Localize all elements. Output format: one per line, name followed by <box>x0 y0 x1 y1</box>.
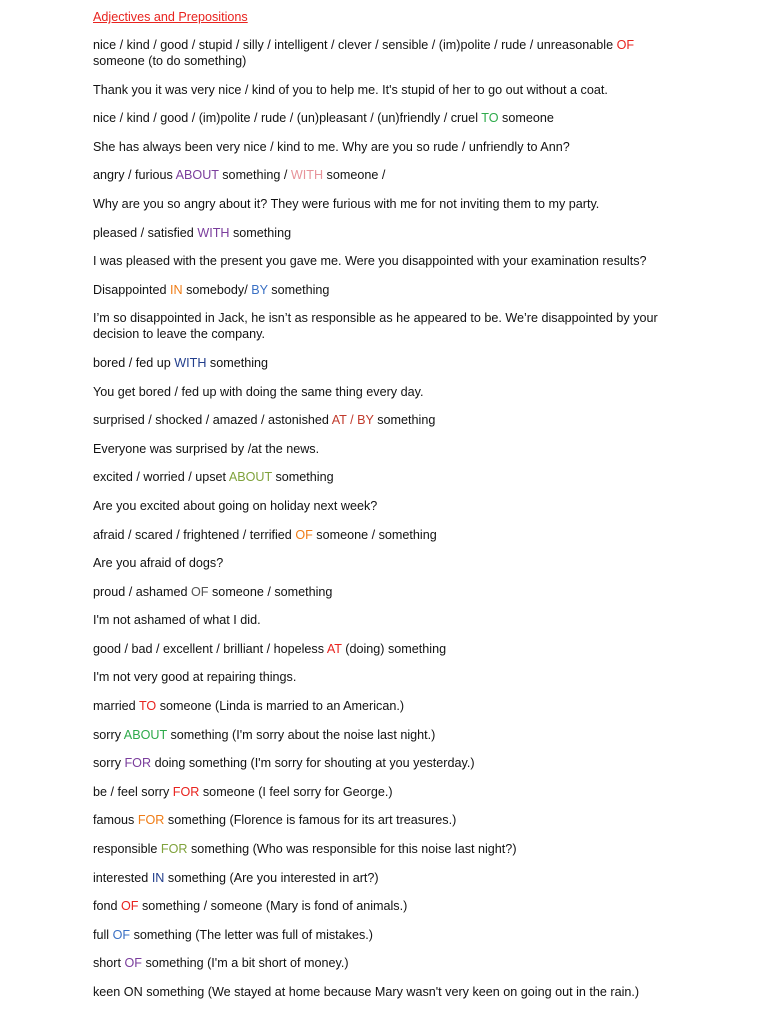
preposition-keyword: ABOUT <box>123 727 167 742</box>
paragraph-angry-example <box>93 196 683 212</box>
paragraph-text: somebody/ <box>182 282 252 297</box>
paragraph-good-at-example <box>93 669 683 685</box>
paragraph-text: pleased / satisfied <box>93 225 198 240</box>
paragraph-nice-of-example <box>93 82 683 98</box>
paragraph-text: sorry <box>93 727 124 742</box>
preposition-keyword: ABOUT <box>175 168 219 183</box>
paragraph-text: someone / <box>323 168 386 183</box>
preposition-keyword: OF <box>124 956 142 971</box>
preposition-keyword: FOR <box>160 842 188 857</box>
paragraph-full-of <box>93 927 683 943</box>
paragraph-afraid-list <box>93 527 683 543</box>
paragraph-bored-list <box>93 355 683 371</box>
paragraph-good-at-list <box>93 641 683 657</box>
paragraph-excited-example <box>93 498 683 514</box>
paragraph-text: Disappointed <box>93 282 171 297</box>
paragraph-responsible-for <box>93 841 683 857</box>
paragraph-text: responsible <box>93 842 161 857</box>
paragraph-text: something <box>229 225 292 240</box>
paragraph-married-to <box>93 698 683 714</box>
paragraph-text: doing something (I'm sorry for shouting at you yesterday.) <box>151 756 475 771</box>
preposition-keyword: BY <box>251 282 268 297</box>
paragraph-text: nice / kind / good / (im)polite / rude / (un)pleasant / (un)friendly / cruel <box>93 111 482 126</box>
paragraph-text: something (The letter was full of mistakes.) <box>130 927 373 942</box>
paragraph-text: I was pleased with the present you gave me. Were you disappointed with your examination results? <box>93 254 647 269</box>
preposition-keyword: WITH <box>197 225 230 240</box>
paragraph-text: something (I'm a bit short of money.) <box>142 956 349 971</box>
document-page <box>93 9 683 1013</box>
paragraph-disappointed-example <box>93 310 683 342</box>
paragraph-text: something <box>271 470 334 485</box>
paragraph-text: I’m so disappointed in Jack, he isn’t as responsible as he appeared to be. We’re disappointed by your decision to leave the company. <box>93 311 658 342</box>
preposition-keyword: IN <box>170 282 183 297</box>
preposition-keyword: TO <box>481 111 499 126</box>
paragraph-sorry-about <box>93 727 683 743</box>
preposition-keyword: FOR <box>172 784 200 799</box>
paragraph-text: someone (Linda is married to an American.) <box>156 699 405 714</box>
paragraph-text: something / <box>218 168 291 183</box>
paragraph-text: someone / something <box>312 527 437 542</box>
preposition-keyword: OF <box>295 527 313 542</box>
preposition-keyword: OF <box>191 584 209 599</box>
paragraph-proud-list <box>93 584 683 600</box>
paragraph-text: angry / furious <box>93 168 176 183</box>
paragraph-text: (doing) something <box>341 641 447 656</box>
preposition-keyword: AT / BY <box>331 413 374 428</box>
paragraph-text: something <box>206 355 269 370</box>
paragraph-text: something / someone (Mary is fond of animals.) <box>138 899 408 914</box>
paragraph-text: something (Florence is famous for its art treasures.) <box>164 813 457 828</box>
paragraph-text: something (Who was responsible for this noise last night?) <box>187 842 517 857</box>
paragraph-text: Thank you it was very nice / kind of you to help me. It's stupid of her to go out without a coat. <box>93 82 608 97</box>
paragraph-text: someone (to do something) <box>93 54 247 68</box>
preposition-keyword: TO <box>138 699 157 714</box>
paragraph-text: Are you excited about going on holiday next week? <box>93 498 378 513</box>
paragraph-text: good / bad / excellent / brilliant / hopeless <box>93 641 327 656</box>
paragraph-text: fond <box>93 899 122 914</box>
paragraph-text: short <box>93 956 125 971</box>
paragraph-text: someone (I feel sorry for George.) <box>199 784 393 799</box>
paragraph-text: You get bored / fed up with doing the same thing every day. <box>93 384 424 399</box>
preposition-keyword: IN <box>151 870 165 885</box>
paragraph-afraid-example <box>93 555 683 571</box>
paragraph-text: be / feel sorry <box>93 784 173 799</box>
paragraph-text: I'm not very good at repairing things. <box>93 670 297 685</box>
paragraph-text: something <box>373 413 436 428</box>
paragraph-text: surprised / shocked / amazed / astonished <box>93 413 332 428</box>
paragraph-text: Are you afraid of dogs? <box>93 556 224 571</box>
paragraph-feel-sorry-for <box>93 784 683 800</box>
preposition-keyword: OF <box>616 38 635 52</box>
paragraph-text: sorry <box>93 756 125 771</box>
paragraph-pleased-list <box>93 225 683 241</box>
paragraph-text: someone / something <box>208 584 333 599</box>
preposition-keyword: ABOUT <box>228 470 272 485</box>
paragraph-angry-list <box>93 167 683 183</box>
preposition-keyword: WITH <box>290 168 324 183</box>
paragraph-text: someone <box>498 111 554 126</box>
paragraph-interested-in <box>93 870 683 886</box>
preposition-keyword: AT <box>326 641 342 656</box>
paragraph-text: afraid / scared / frightened / terrified <box>93 527 296 542</box>
preposition-keyword: FOR <box>137 813 165 828</box>
paragraph-fond-of <box>93 898 683 914</box>
paragraph-text: something (Are you interested in art?) <box>164 870 379 885</box>
paragraph-keen-on <box>93 984 683 1000</box>
paragraph-text: something <box>267 282 330 297</box>
paragraph-surprised-list <box>93 412 683 428</box>
paragraph-bored-example <box>93 384 683 400</box>
paragraph-short-of <box>93 955 683 971</box>
paragraph-text: keen ON something (We stayed at home because Mary wasn't very keen on going out in the rain.) <box>93 985 640 999</box>
paragraph-text: excited / worried / upset <box>93 470 229 485</box>
paragraph-text: Why are you so angry about it? They were furious with me for not inviting them to my party. <box>93 196 600 211</box>
paragraph-surprised-example <box>93 441 683 457</box>
paragraph-text: She has always been very nice / kind to me. Why are you so rude / unfriendly to Ann? <box>93 139 570 154</box>
paragraph-text: something (I'm sorry about the noise last night.) <box>166 727 436 742</box>
paragraph-nice-to-example <box>93 139 683 155</box>
paragraph-text: married <box>93 699 139 714</box>
preposition-keyword: OF <box>112 927 131 942</box>
paragraph-text: interested <box>93 870 152 885</box>
document-title: Adjectives and Prepositions <box>93 10 248 24</box>
preposition-keyword: OF <box>121 899 139 914</box>
paragraph-text: nice / kind / good / stupid / silly / intelligent / clever / sensible / (im)polite / rude / unreasonable <box>93 38 617 52</box>
paragraph-text: full <box>93 927 113 942</box>
paragraph-text: famous <box>93 813 138 828</box>
paragraph-disappointed-list <box>93 282 683 298</box>
paragraph-pleased-example <box>93 253 683 269</box>
preposition-keyword: FOR <box>124 756 152 771</box>
paragraph-text: bored / fed up <box>93 355 175 370</box>
paragraph-sorry-for <box>93 755 683 771</box>
paragraph-proud-example <box>93 612 683 628</box>
paragraph-text: I'm not ashamed of what I did. <box>93 613 261 628</box>
paragraph-list <box>93 37 683 1000</box>
paragraph-text: proud / ashamed <box>93 584 192 599</box>
paragraph-excited-list <box>93 469 683 485</box>
preposition-keyword: WITH <box>174 355 207 370</box>
paragraph-text: Everyone was surprised by /at the news. <box>93 441 320 456</box>
paragraph-nice-of-list <box>93 37 683 69</box>
paragraph-famous-for <box>93 812 683 828</box>
paragraph-nice-to-list <box>93 110 683 126</box>
